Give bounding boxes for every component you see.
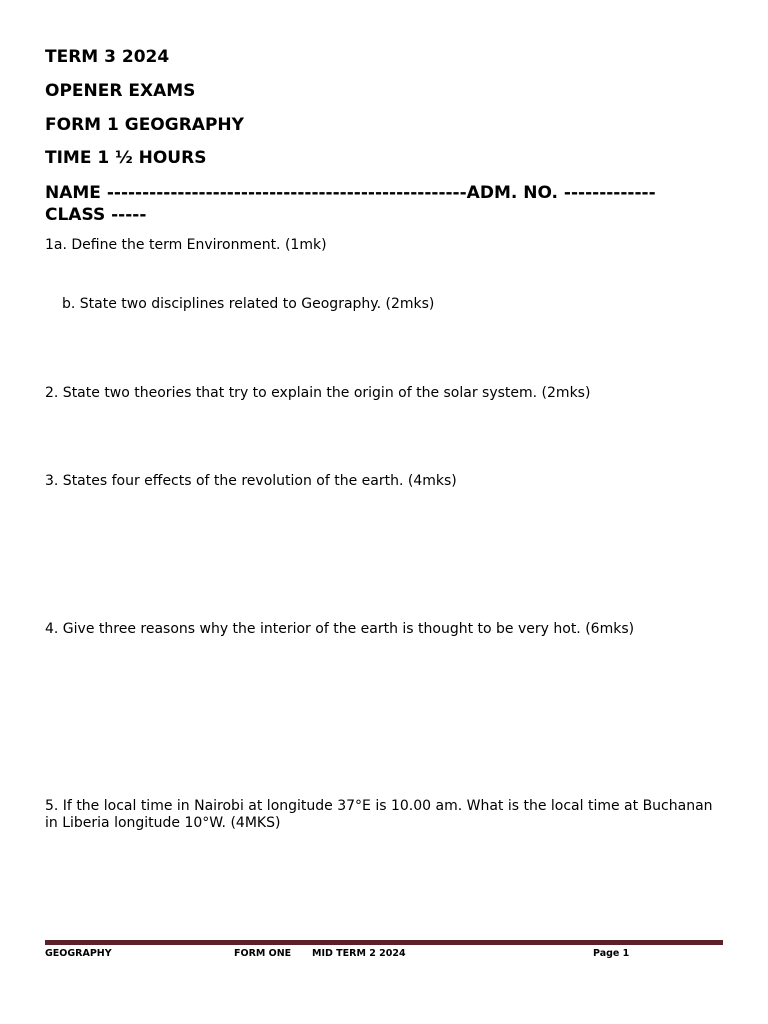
footer-page-number: Page 1	[593, 948, 630, 959]
footer-form: FORM ONE	[234, 948, 292, 959]
question-3: 3. States four effects of the revolution of the earth. (4mks)	[45, 473, 457, 489]
footer-subject: GEOGRAPHY	[45, 948, 112, 959]
exam-heading: OPENER EXAMS	[45, 81, 196, 101]
student-details	[45, 182, 735, 226]
question-2: 2. State two theories that try to explain the origin of the solar system. (2mks)	[45, 385, 591, 401]
question-5: 5. If the local time in Nairobi at longitude 37°E is 10.00 am. What is the local time at Buchanan in Liberia longitude 10°W. (4MKS)	[45, 798, 713, 831]
footer-term: MID TERM 2 2024	[312, 948, 406, 959]
footer-rule	[45, 940, 723, 945]
question-4: 4. Give three reasons why the interior of the earth is thought to be very hot. (6mks)	[45, 621, 635, 637]
time-heading: TIME 1 ½ HOURS	[45, 148, 207, 168]
class-line: CLASS -----	[45, 205, 147, 225]
question-1a: 1a. Define the term Environment. (1mk)	[45, 237, 327, 253]
subject-heading: FORM 1 GEOGRAPHY	[45, 115, 244, 135]
name-adm-line: NAME ---------------------------------------------------ADM. NO. -------------	[45, 183, 656, 203]
question-1b: b. State two disciplines related to Geography. (2mks)	[62, 296, 435, 312]
term-heading: TERM 3 2024	[45, 47, 170, 67]
